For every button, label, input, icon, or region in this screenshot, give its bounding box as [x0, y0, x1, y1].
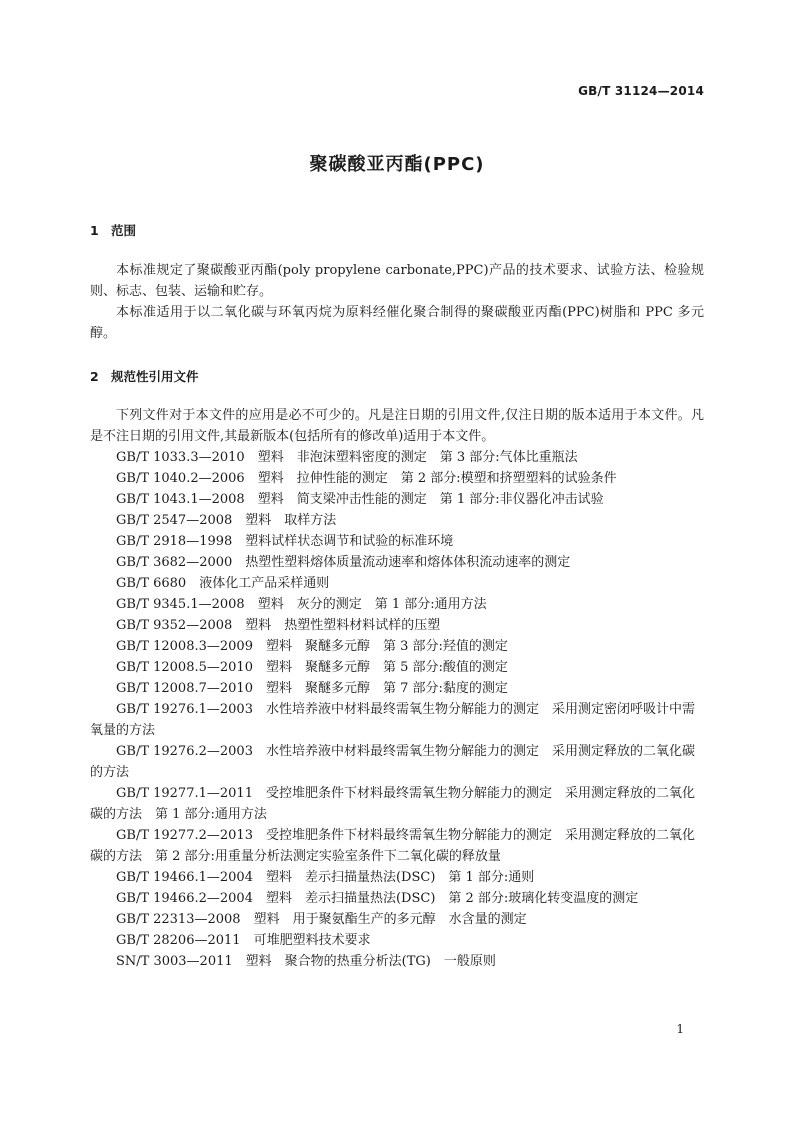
references-intro: 下列文件对于本文件的应用是必不可少的。凡是注日期的引用文件,仅注日期的版本适用于本文件。凡是不注日期的引用文件,其最新版本(包括所有的修改单)适用于本文件。: [90, 408, 704, 444]
reference-item: [90, 657, 704, 678]
section-number: 2: [90, 369, 99, 384]
reference-code: GB/T 12008.7—2010: [116, 681, 253, 696]
reference-title: 受控堆肥条件下材料最终需氧生物分解能力的测定 采用测定释放的二氧化碳的方法 第 1 部分:通用方法: [90, 786, 695, 822]
reference-list: [90, 447, 704, 972]
reference-code: GB/T 28206—2011: [116, 933, 241, 948]
standard-code: GB/T 31124—2014: [578, 84, 704, 98]
reference-title: 塑料 聚醚多元醇 第 7 部分:黏度的测定: [265, 681, 508, 696]
document-title: 聚碳酸亚丙酯(PPC): [309, 154, 485, 175]
reference-item: [90, 867, 704, 888]
reference-code: GB/T 22313—2008: [116, 912, 241, 927]
reference-title: 塑料 拉伸性能的测定 第 2 部分:模塑和挤塑塑料的试验条件: [257, 471, 617, 486]
reference-code: GB/T 3682—2000: [116, 555, 233, 570]
reference-item: [90, 573, 704, 594]
section-title: 规范性引用文件: [111, 369, 199, 384]
reference-title: 塑料 聚合物的热重分析法(TG) 一般原则: [245, 954, 496, 969]
reference-code: GB/T 19276.2—2003: [116, 744, 253, 759]
reference-title: 受控堆肥条件下材料最终需氧生物分解能力的测定 采用测定释放的二氧化碳的方法 第 2 部分:用重量分析法测定实验室条件下二氧化碳的释放量: [90, 828, 695, 864]
reference-item: [90, 741, 704, 783]
reference-title: 可堆肥塑料技术要求: [253, 933, 371, 948]
reference-code: GB/T 2918—1998: [116, 534, 233, 549]
section-title: 范围: [111, 223, 137, 238]
reference-code: GB/T 1033.3—2010: [116, 450, 245, 465]
reference-item: [90, 909, 704, 930]
reference-item: [90, 510, 704, 531]
page-number: 1: [676, 1022, 684, 1036]
reference-code: GB/T 19277.1—2011: [116, 786, 253, 801]
reference-code: GB/T 1043.1—2008: [116, 492, 245, 507]
reference-title: 热塑性塑料熔体质量流动速率和熔体体积流动速率的测定: [245, 555, 571, 570]
reference-title: 塑料 取样方法: [245, 513, 337, 528]
reference-code: GB/T 6680: [116, 576, 187, 591]
reference-item: [90, 699, 704, 741]
reference-code: GB/T 12008.3—2009: [116, 639, 253, 654]
reference-title: 塑料 差示扫描量热法(DSC) 第 2 部分:玻璃化转变温度的测定: [265, 891, 639, 906]
reference-item: [90, 594, 704, 615]
reference-title: 水性培养液中材料最终需氧生物分解能力的测定 采用测定密闭呼吸计中需氧量的方法: [90, 702, 695, 738]
reference-code: GB/T 12008.5—2010: [116, 660, 253, 675]
reference-title: 塑料 灰分的测定 第 1 部分:通用方法: [257, 597, 487, 612]
section-2-body: [90, 405, 704, 972]
reference-title: 塑料 聚醚多元醇 第 5 部分:酸值的测定: [265, 660, 508, 675]
reference-title: 塑料 差示扫描量热法(DSC) 第 1 部分:通则: [265, 870, 535, 885]
reference-title: 水性培养液中材料最终需氧生物分解能力的测定 采用测定释放的二氧化碳的方法: [90, 744, 695, 780]
section-1-heading: [90, 221, 136, 239]
reference-code: GB/T 2547—2008: [116, 513, 233, 528]
section-2-heading: [90, 367, 199, 385]
reference-item: [90, 783, 704, 825]
section-number: 1: [90, 223, 99, 238]
reference-code: GB/T 9345.1—2008: [116, 597, 245, 612]
reference-item: [90, 636, 704, 657]
reference-title: 塑料 非泡沫塑料密度的测定 第 3 部分:气体比重瓶法: [257, 450, 578, 465]
reference-title: 塑料 简支梁冲击性能的测定 第 1 部分:非仪器化冲击试验: [257, 492, 604, 507]
reference-code: GB/T 19277.2—2013: [116, 828, 253, 843]
reference-title: 塑料 用于聚氨酯生产的多元醇 水含量的测定: [253, 912, 527, 927]
reference-item: [90, 552, 704, 573]
reference-title: 塑料 热塑性塑料材料试样的压塑: [245, 618, 441, 633]
reference-item: [90, 447, 704, 468]
reference-item: [90, 951, 704, 972]
scope-paragraph: 本标准适用于以二氧化碳与环氧丙烷为原料经催化聚合制得的聚碳酸亚丙酯(PPC)树脂和 PPC 多元醇。: [90, 305, 704, 341]
section-1-body: [90, 260, 704, 344]
reference-item: [90, 678, 704, 699]
reference-code: GB/T 9352—2008: [116, 618, 233, 633]
reference-item: [90, 888, 704, 909]
scope-paragraph: 本标准规定了聚碳酸亚丙酯(poly propylene carbonate,PPC)产品的技术要求、试验方法、检验规则、标志、包装、运输和贮存。: [90, 263, 704, 299]
reference-code: GB/T 1040.2—2006: [116, 471, 245, 486]
reference-title: 塑料 聚醚多元醇 第 3 部分:羟值的测定: [265, 639, 508, 654]
reference-item: [90, 531, 704, 552]
reference-code: GB/T 19466.2—2004: [116, 891, 253, 906]
reference-item: [90, 489, 704, 510]
reference-item: [90, 468, 704, 489]
reference-code: GB/T 19466.1—2004: [116, 870, 253, 885]
reference-title: 塑料试样状态调节和试验的标准环境: [245, 534, 454, 549]
reference-item: [90, 615, 704, 636]
reference-code: GB/T 19276.1—2003: [116, 702, 253, 717]
reference-code: SN/T 3003—2011: [116, 954, 233, 969]
reference-title: 液体化工产品采样通则: [199, 576, 330, 591]
reference-item: [90, 930, 704, 951]
reference-item: [90, 825, 704, 867]
